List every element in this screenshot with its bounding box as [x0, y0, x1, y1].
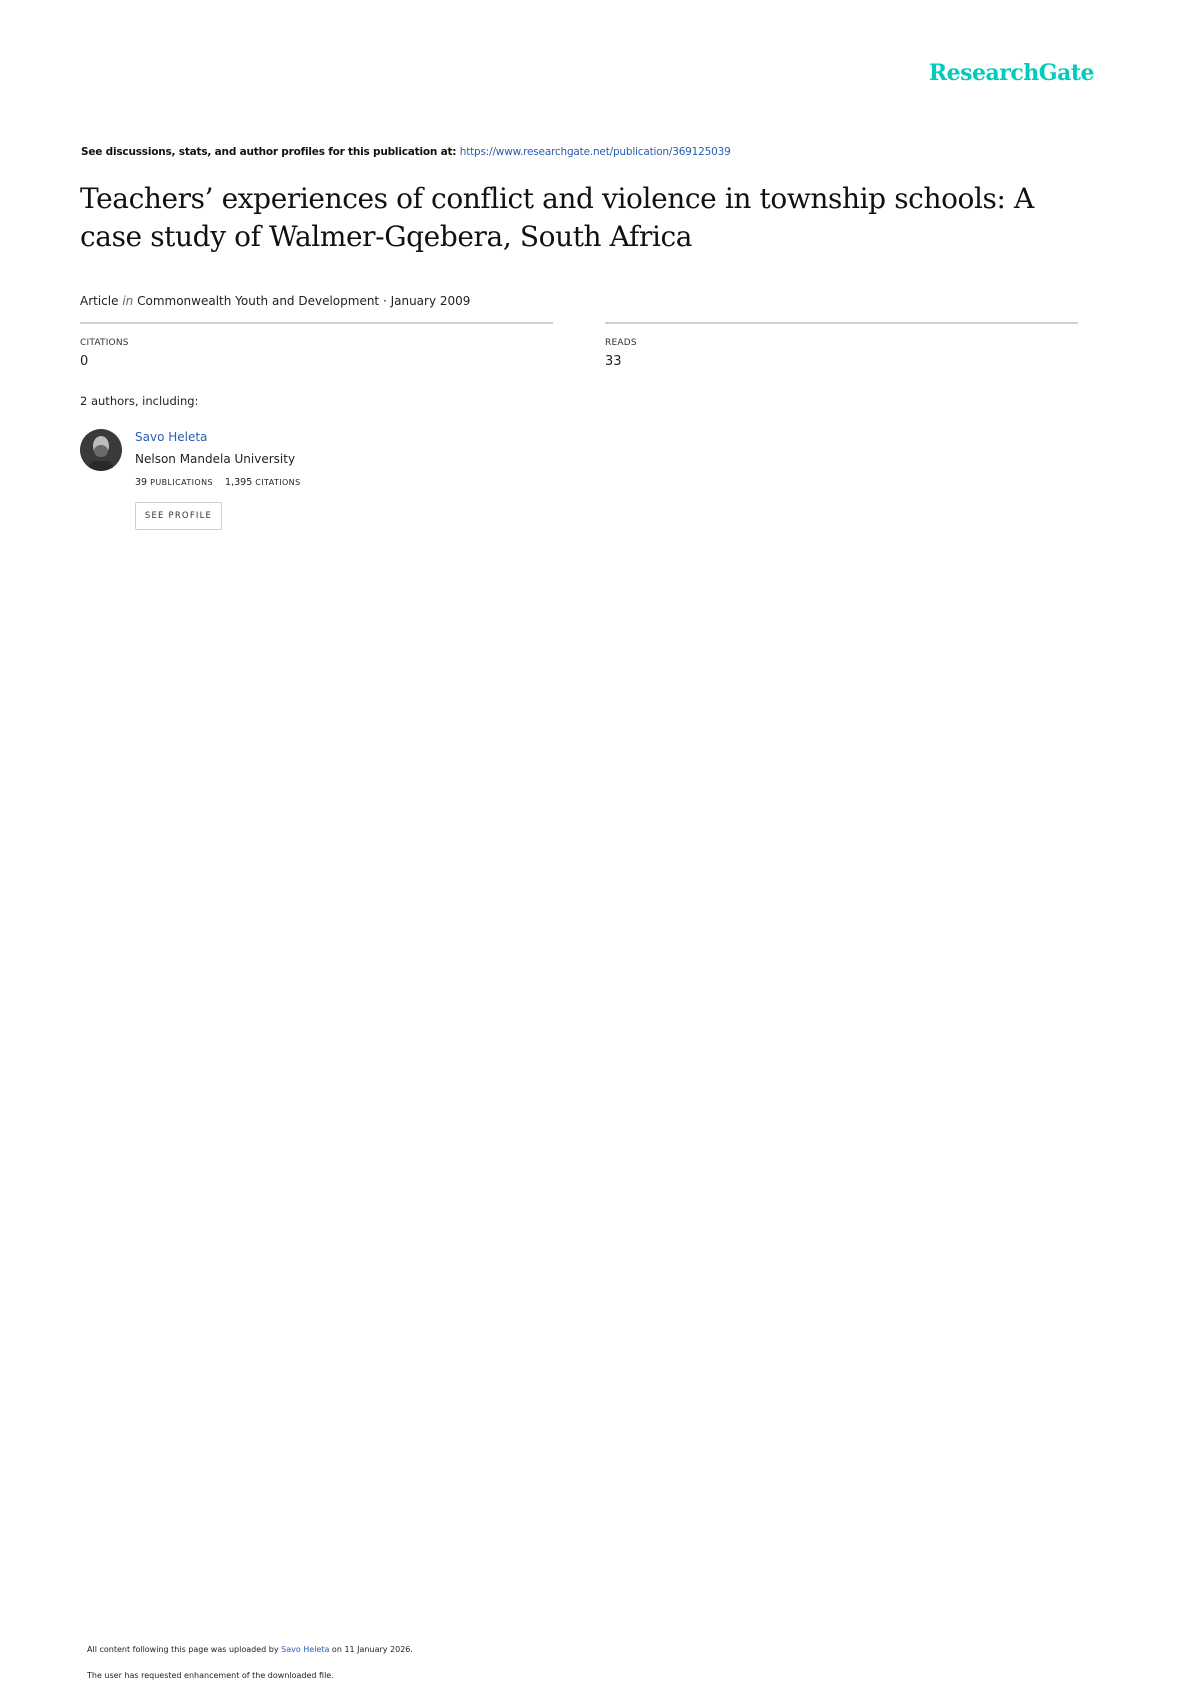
divider-left: [80, 322, 553, 324]
author-photo-icon: [80, 429, 122, 471]
reads-value: 33: [605, 354, 622, 369]
footer-uploaded-suffix: on 11 January 2026.: [329, 1645, 413, 1654]
footer-uploaded-prefix: All content following this page was uploaded by: [87, 1645, 282, 1654]
publication-type: Article: [80, 294, 119, 308]
author-name-link[interactable]: Savo Heleta: [135, 430, 208, 444]
authors-label: 2 authors, including:: [80, 394, 199, 408]
discussion-prefix: See discussions, stats, and author profiles for this publication at:: [81, 146, 460, 158]
citations-label: CITATIONS: [80, 338, 129, 348]
researchgate-logo[interactable]: ResearchGate: [928, 60, 1094, 86]
reads-label: READS: [605, 338, 637, 348]
author-institution: Nelson Mandela University: [135, 452, 296, 466]
author-publications-count: 39: [135, 477, 148, 488]
author-avatar[interactable]: [80, 429, 122, 471]
footer-uploaded-line: [87, 1645, 413, 1654]
publication-meta: [80, 294, 470, 308]
divider-right: [605, 322, 1078, 324]
author-citations-count: 1,395: [225, 477, 253, 488]
discussion-line: [81, 146, 731, 158]
publication-title: Teachers’ experiences of conflict and violence in township schools: A case study of Walmer-Gqebera, South Africa: [80, 182, 1034, 253]
footer-note: The user has requested enhancement of the downloaded file.: [87, 1671, 334, 1680]
citations-value: 0: [80, 354, 89, 369]
footer-uploader-link[interactable]: Savo Heleta: [281, 1645, 330, 1654]
publication-in: in: [122, 294, 134, 308]
publication-url-link[interactable]: https://www.researchgate.net/publication/369125039: [459, 146, 731, 158]
see-profile-button[interactable]: SEE PROFILE: [135, 502, 222, 530]
author-citations-label: CITATIONS: [255, 478, 301, 487]
author-stats: [135, 477, 301, 488]
author-publications-label: PUBLICATIONS: [150, 478, 213, 487]
publication-venue-date: Commonwealth Youth and Development · January 2009: [133, 294, 471, 308]
